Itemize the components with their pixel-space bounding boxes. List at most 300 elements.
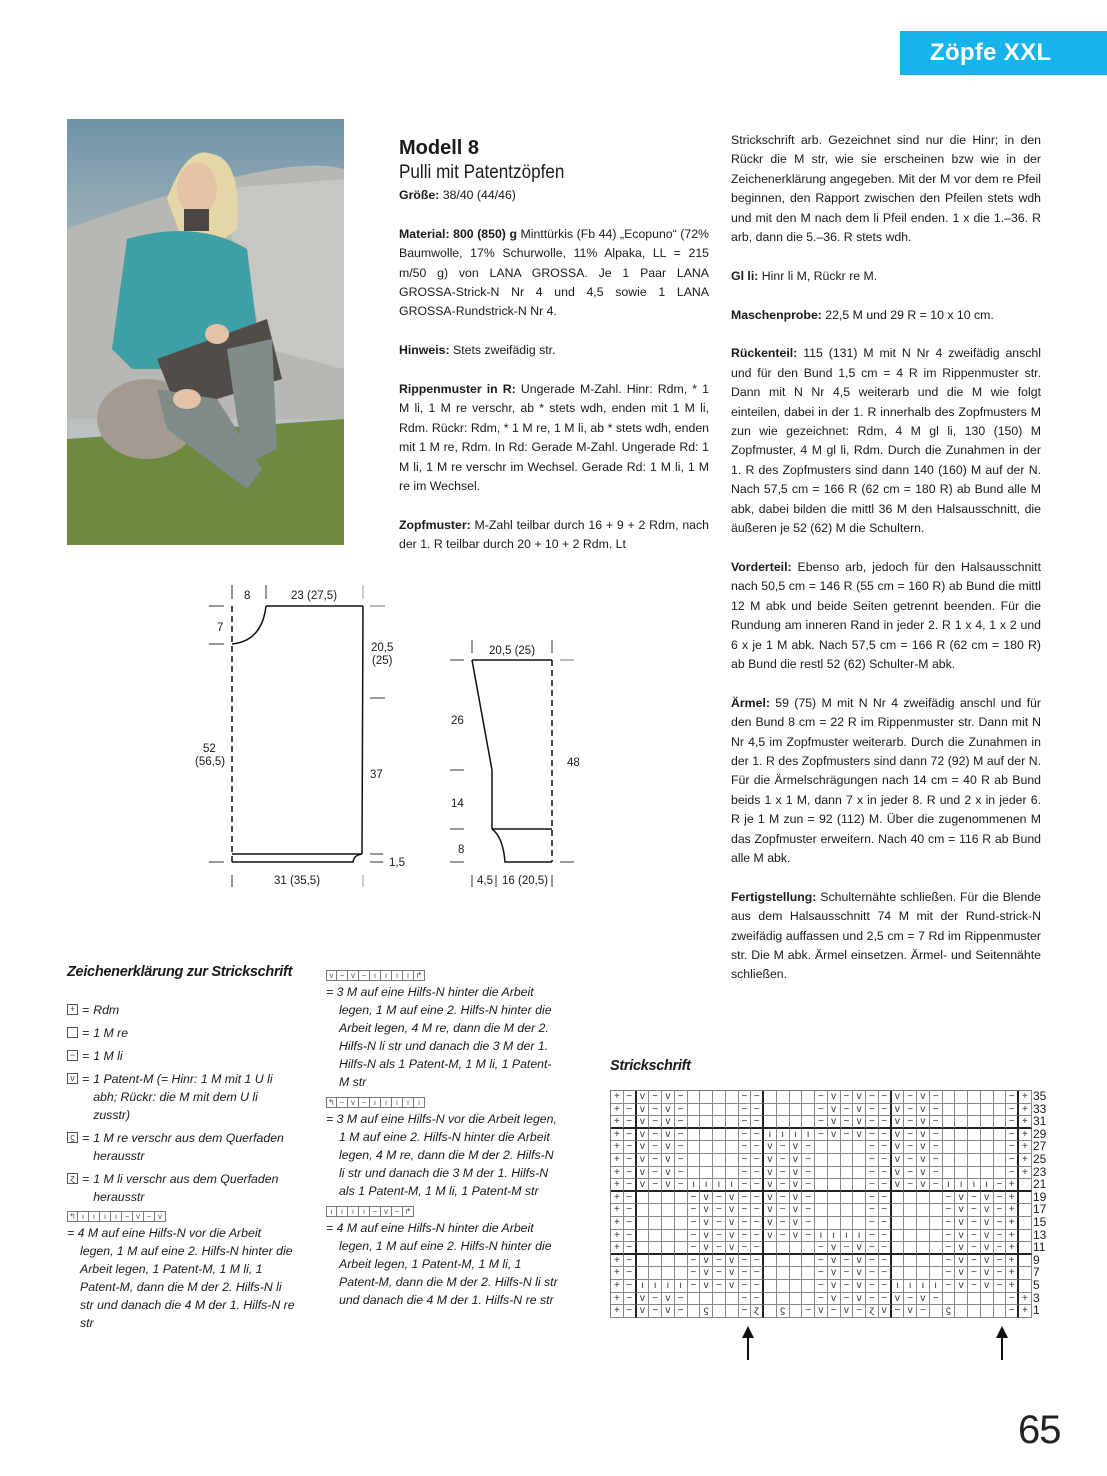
chart-cell bbox=[637, 1242, 650, 1255]
chart-cell: − bbox=[649, 1167, 662, 1180]
legend-symbols bbox=[67, 1001, 297, 1332]
chart-cell bbox=[688, 1129, 701, 1142]
chart-cell bbox=[994, 1141, 1007, 1154]
chart-cell: v bbox=[853, 1280, 866, 1293]
dim-shoulder-width: 23 (27,5) bbox=[291, 590, 338, 602]
size-label: Größe: bbox=[399, 188, 440, 202]
chart-cell bbox=[853, 1167, 866, 1180]
chart-cell bbox=[637, 1192, 650, 1205]
chart-cell: − bbox=[841, 1104, 854, 1117]
chart-cell: ı bbox=[790, 1129, 803, 1142]
chart-cell bbox=[981, 1154, 994, 1167]
chart-cell bbox=[713, 1305, 726, 1318]
chart-cell bbox=[841, 1179, 854, 1192]
page-number: 65 bbox=[1018, 1408, 1061, 1452]
chart-cell: − bbox=[943, 1280, 956, 1293]
chart-cell: − bbox=[1006, 1141, 1019, 1154]
row-label: 33 bbox=[1033, 1101, 1047, 1116]
chart-cell: − bbox=[994, 1255, 1007, 1268]
chart-cell: v bbox=[917, 1091, 930, 1104]
chart-cell bbox=[841, 1192, 854, 1205]
chart-cell bbox=[802, 1091, 815, 1104]
material-section bbox=[399, 225, 709, 322]
row-label: 7 bbox=[1033, 1265, 1040, 1280]
chart-cell bbox=[713, 1129, 726, 1142]
chart-cell: + bbox=[1019, 1305, 1032, 1318]
chart-cell: − bbox=[968, 1267, 981, 1280]
chart-cell bbox=[649, 1242, 662, 1255]
chart-cell bbox=[637, 1230, 650, 1243]
cable-symbol-4-icon: ı ı ı ı − v − ↱ bbox=[326, 1206, 561, 1217]
chart-cell: + bbox=[1006, 1179, 1019, 1192]
size-value: 38/40 (44/46) bbox=[439, 188, 516, 202]
chart-cell: ı bbox=[955, 1179, 968, 1192]
chart-cell bbox=[1019, 1280, 1032, 1293]
chart-cell: − bbox=[943, 1242, 956, 1255]
chart-cell bbox=[841, 1154, 854, 1167]
chart-cell bbox=[688, 1116, 701, 1129]
chart-cell: − bbox=[713, 1204, 726, 1217]
section-badge: Zöpfe XXL bbox=[900, 31, 1107, 75]
chart-cell: − bbox=[943, 1217, 956, 1230]
chart-cell: − bbox=[777, 1204, 790, 1217]
m1-purl-symbol-icon: ɀ bbox=[67, 1173, 78, 1184]
chart-cell: − bbox=[815, 1293, 828, 1306]
chart-cell: − bbox=[879, 1167, 892, 1180]
pattern-column-middle bbox=[399, 136, 709, 555]
chart-cell: − bbox=[751, 1167, 764, 1180]
chart-cell bbox=[994, 1293, 1007, 1306]
chart-cell: v bbox=[764, 1167, 777, 1180]
chart-cell bbox=[662, 1242, 675, 1255]
chart-cell: − bbox=[624, 1280, 637, 1293]
chart-cell: − bbox=[994, 1242, 1007, 1255]
chart-cell: − bbox=[1006, 1293, 1019, 1306]
chart-cell bbox=[1019, 1192, 1032, 1205]
chart-cell bbox=[675, 1192, 688, 1205]
chart-cell: − bbox=[802, 1154, 815, 1167]
chart-cell bbox=[943, 1116, 956, 1129]
chart-cell: − bbox=[815, 1242, 828, 1255]
chart-cell: v bbox=[637, 1091, 650, 1104]
chart-cell: v bbox=[917, 1179, 930, 1192]
chart-grid bbox=[610, 1090, 1032, 1318]
chart-cell bbox=[700, 1293, 713, 1306]
chart-cell bbox=[892, 1204, 905, 1217]
chart-cell: v bbox=[955, 1267, 968, 1280]
chart-cell: v bbox=[662, 1293, 675, 1306]
chart-cell: − bbox=[688, 1204, 701, 1217]
chart-cell bbox=[726, 1305, 739, 1318]
chart-cell bbox=[955, 1141, 968, 1154]
chart-cell: v bbox=[828, 1255, 841, 1268]
chart-cell: − bbox=[994, 1179, 1007, 1192]
chart-cell: − bbox=[879, 1280, 892, 1293]
chart-cell bbox=[930, 1267, 943, 1280]
chart-cell bbox=[790, 1104, 803, 1117]
chart-cell: − bbox=[624, 1192, 637, 1205]
chart-cell: − bbox=[739, 1129, 752, 1142]
chart-cell: − bbox=[713, 1280, 726, 1293]
back-section bbox=[731, 344, 1041, 538]
sleeve-section bbox=[731, 694, 1041, 869]
chart-cell bbox=[917, 1255, 930, 1268]
row-label: 5 bbox=[1033, 1277, 1040, 1292]
chart-cell: − bbox=[751, 1179, 764, 1192]
chart-cell: − bbox=[777, 1192, 790, 1205]
chart-cell: − bbox=[802, 1179, 815, 1192]
chart-cell: − bbox=[866, 1154, 879, 1167]
chart-cell: − bbox=[917, 1305, 930, 1318]
chart-cell: ı bbox=[777, 1129, 790, 1142]
cable-description-3: = 3 M auf eine Hilfs-N vor die Arbeit legen, 1 M auf eine 2. Hilfs-N hinter die Arbeit legen, 4 M re, dann die M der 2. Hilfs-N li str und danach die 3 M der 1. Hilfs-N als 1 Patent-M, 1 M li, 1 Patent-M str bbox=[326, 1112, 557, 1198]
purl-symbol-icon: − bbox=[67, 1050, 78, 1061]
chart-cell: − bbox=[904, 1293, 917, 1306]
chart-cell bbox=[764, 1104, 777, 1117]
dim-sleeve-total: 48 bbox=[567, 757, 580, 769]
chart-cell bbox=[649, 1217, 662, 1230]
front-section bbox=[731, 558, 1041, 674]
dim-neck-width: 8 bbox=[244, 590, 251, 602]
chart-cell: v bbox=[955, 1217, 968, 1230]
chart-cell: − bbox=[841, 1129, 854, 1142]
chart-cell: v bbox=[892, 1293, 905, 1306]
chart-cell bbox=[943, 1167, 956, 1180]
chart-cell bbox=[828, 1204, 841, 1217]
chart-cell: v bbox=[700, 1267, 713, 1280]
chart-cell bbox=[662, 1230, 675, 1243]
chart-cell bbox=[790, 1280, 803, 1293]
chart-cell: − bbox=[675, 1305, 688, 1318]
chart-cell: ı bbox=[828, 1230, 841, 1243]
chart-cell: v bbox=[637, 1167, 650, 1180]
chart-cell: v bbox=[790, 1217, 803, 1230]
chart-cell: + bbox=[1019, 1141, 1032, 1154]
chart-cell: ɀ bbox=[866, 1305, 879, 1318]
chart-cell: + bbox=[611, 1179, 624, 1192]
chart-cell bbox=[726, 1116, 739, 1129]
chart-cell: v bbox=[879, 1305, 892, 1318]
chart-cell: + bbox=[1019, 1116, 1032, 1129]
chart-cell bbox=[790, 1091, 803, 1104]
chart-cell bbox=[649, 1230, 662, 1243]
chart-cell: − bbox=[904, 1154, 917, 1167]
chart-cell bbox=[726, 1104, 739, 1117]
chart-cell bbox=[1019, 1204, 1032, 1217]
chart-cell: v bbox=[790, 1204, 803, 1217]
chart-cell: + bbox=[611, 1129, 624, 1142]
chart-cell: − bbox=[930, 1104, 943, 1117]
chart-cell: − bbox=[802, 1217, 815, 1230]
chart-cell: − bbox=[675, 1116, 688, 1129]
row-label: 35 bbox=[1033, 1089, 1047, 1103]
chart-cell: v bbox=[892, 1116, 905, 1129]
chart-cell bbox=[790, 1293, 803, 1306]
chart-cell: v bbox=[981, 1230, 994, 1243]
chart-cell: v bbox=[904, 1305, 917, 1318]
chart-cell bbox=[904, 1267, 917, 1280]
legend-cables bbox=[326, 968, 561, 1309]
chart-cell: ı bbox=[841, 1230, 854, 1243]
chart-cell: − bbox=[815, 1267, 828, 1280]
chart-cell: − bbox=[739, 1255, 752, 1268]
chart-cell bbox=[764, 1280, 777, 1293]
chart-cell: − bbox=[879, 1217, 892, 1230]
chart-cell: − bbox=[675, 1293, 688, 1306]
chart-cell bbox=[790, 1255, 803, 1268]
chart-cell: v bbox=[853, 1293, 866, 1306]
chart-cell: − bbox=[751, 1104, 764, 1117]
row-label: 31 bbox=[1033, 1114, 1047, 1129]
chart-cell: v bbox=[790, 1141, 803, 1154]
chart-cell bbox=[649, 1204, 662, 1217]
chart-cell: − bbox=[624, 1217, 637, 1230]
chart-cell: v bbox=[955, 1255, 968, 1268]
back-label: Rückenteil: bbox=[731, 346, 798, 361]
chart-cell: + bbox=[611, 1154, 624, 1167]
chart-cell: − bbox=[930, 1116, 943, 1129]
chart-cell: v bbox=[637, 1129, 650, 1142]
row-label: 23 bbox=[1033, 1164, 1047, 1179]
chart-cell: v bbox=[700, 1230, 713, 1243]
chart-cell: ı bbox=[675, 1280, 688, 1293]
chart-cell: − bbox=[802, 1230, 815, 1243]
stockinette-value: Hinr li M, Rückr re M. bbox=[758, 268, 878, 283]
finishing-section bbox=[731, 888, 1041, 985]
chart-cell bbox=[853, 1141, 866, 1154]
chart-cell: v bbox=[853, 1116, 866, 1129]
chart-cell: v bbox=[955, 1192, 968, 1205]
chart-cell bbox=[815, 1204, 828, 1217]
chart-cell bbox=[904, 1192, 917, 1205]
chart-cell: ı bbox=[662, 1280, 675, 1293]
chart-cell: − bbox=[688, 1230, 701, 1243]
chart-cell: v bbox=[726, 1192, 739, 1205]
chart-cell: − bbox=[713, 1242, 726, 1255]
chart-cell: − bbox=[688, 1242, 701, 1255]
chart-cell: − bbox=[994, 1280, 1007, 1293]
chart-cell: − bbox=[739, 1280, 752, 1293]
chart-cell: − bbox=[739, 1154, 752, 1167]
chart-cell: + bbox=[611, 1280, 624, 1293]
chart-cell: + bbox=[611, 1267, 624, 1280]
chart-cell: v bbox=[892, 1091, 905, 1104]
chart-cell: − bbox=[904, 1179, 917, 1192]
chart-cell bbox=[1019, 1267, 1032, 1280]
chart-cell bbox=[828, 1141, 841, 1154]
chart-cell bbox=[981, 1116, 994, 1129]
chart-cell: v bbox=[726, 1267, 739, 1280]
chart-cell: v bbox=[764, 1154, 777, 1167]
m1-knit-symbol-icon: ϛ bbox=[67, 1132, 78, 1143]
chart-cell bbox=[994, 1129, 1007, 1142]
chart-cell: v bbox=[637, 1293, 650, 1306]
rib-section bbox=[399, 380, 709, 496]
chart-cell: + bbox=[1019, 1129, 1032, 1142]
pattern-subtitle: Pulli mit Patentzöpfen bbox=[399, 162, 565, 183]
chart-cell bbox=[675, 1242, 688, 1255]
chart-cell: − bbox=[624, 1116, 637, 1129]
chart-cell: − bbox=[943, 1204, 956, 1217]
chart-cell: v bbox=[853, 1242, 866, 1255]
chart-cell bbox=[917, 1230, 930, 1243]
chart-cell: + bbox=[1006, 1242, 1019, 1255]
chart-cell bbox=[955, 1293, 968, 1306]
chart-cell: + bbox=[611, 1141, 624, 1154]
chart-cell: − bbox=[828, 1305, 841, 1318]
chart-cell bbox=[981, 1141, 994, 1154]
chart-cell: − bbox=[815, 1091, 828, 1104]
chart-cell bbox=[853, 1217, 866, 1230]
chart-cell: + bbox=[1006, 1217, 1019, 1230]
chart-cell: v bbox=[700, 1242, 713, 1255]
chart-cell: − bbox=[777, 1217, 790, 1230]
chart-cell: − bbox=[751, 1293, 764, 1306]
chart-cell: v bbox=[662, 1179, 675, 1192]
chart-cell: v bbox=[853, 1091, 866, 1104]
chart-cell bbox=[955, 1154, 968, 1167]
chart-cell: ı bbox=[892, 1280, 905, 1293]
chart-cell: + bbox=[611, 1204, 624, 1217]
chart-cell: + bbox=[611, 1230, 624, 1243]
chart-cell: − bbox=[751, 1280, 764, 1293]
chart-cell: ı bbox=[802, 1129, 815, 1142]
chart-cell bbox=[688, 1293, 701, 1306]
chart-cell bbox=[662, 1217, 675, 1230]
chart-cell bbox=[853, 1179, 866, 1192]
chart-cell: + bbox=[1006, 1204, 1019, 1217]
chart-cell bbox=[662, 1267, 675, 1280]
knitting-chart bbox=[610, 1089, 1047, 1318]
chart-cell: + bbox=[1019, 1154, 1032, 1167]
chart-cell bbox=[700, 1154, 713, 1167]
chart-cell bbox=[726, 1293, 739, 1306]
chart-cell bbox=[713, 1116, 726, 1129]
cable-section bbox=[399, 516, 709, 555]
chart-cell: v bbox=[662, 1167, 675, 1180]
chart-cell: − bbox=[892, 1305, 905, 1318]
chart-cell: v bbox=[764, 1230, 777, 1243]
chart-cell: − bbox=[879, 1267, 892, 1280]
chart-cell bbox=[790, 1116, 803, 1129]
chart-cell: v bbox=[764, 1141, 777, 1154]
chart-cell: − bbox=[815, 1255, 828, 1268]
cable-label: Zopfmuster: bbox=[399, 517, 471, 532]
dim-sleeve-cuff: 8 bbox=[458, 844, 465, 856]
chart-cell: − bbox=[866, 1293, 879, 1306]
chart-cell bbox=[726, 1167, 739, 1180]
chart-cell bbox=[662, 1204, 675, 1217]
chart-cell: v bbox=[892, 1154, 905, 1167]
finishing-label: Fertigstellung: bbox=[731, 889, 817, 904]
chart-cell: v bbox=[662, 1129, 675, 1142]
cable-symbol-1-icon: ↰ ı ı ı ı − v − v bbox=[67, 1211, 297, 1222]
chart-cell bbox=[904, 1204, 917, 1217]
chart-cell: − bbox=[688, 1217, 701, 1230]
chart-cell: v bbox=[726, 1230, 739, 1243]
chart-cell bbox=[1019, 1230, 1032, 1243]
chart-cell: − bbox=[879, 1179, 892, 1192]
chart-cell: v bbox=[828, 1267, 841, 1280]
chart-cell: − bbox=[751, 1192, 764, 1205]
model-photo bbox=[67, 119, 344, 545]
chart-cell: v bbox=[892, 1104, 905, 1117]
chart-cell: v bbox=[955, 1280, 968, 1293]
chart-cell: − bbox=[815, 1104, 828, 1117]
chart-cell bbox=[994, 1104, 1007, 1117]
chart-cell bbox=[700, 1141, 713, 1154]
chart-cell bbox=[841, 1167, 854, 1180]
chart-cell: + bbox=[1006, 1230, 1019, 1243]
rib-label: Rippenmuster in R: bbox=[399, 382, 516, 397]
chart-cell: − bbox=[624, 1242, 637, 1255]
note-value: Stets zweifädig str. bbox=[449, 343, 556, 358]
chart-cell: − bbox=[739, 1116, 752, 1129]
chart-cell: − bbox=[841, 1267, 854, 1280]
chart-cell: ı bbox=[713, 1179, 726, 1192]
chart-cell bbox=[930, 1242, 943, 1255]
chart-cell: − bbox=[879, 1129, 892, 1142]
row-label: 13 bbox=[1033, 1227, 1047, 1242]
dim-sleeve-offset: 4,5 bbox=[477, 875, 493, 887]
chart-cell: − bbox=[624, 1104, 637, 1117]
chart-cell: v bbox=[828, 1129, 841, 1142]
chart-cell: v bbox=[700, 1255, 713, 1268]
chart-cell: − bbox=[751, 1141, 764, 1154]
chart-cell bbox=[802, 1104, 815, 1117]
legend-item: v = 1 Patent-M (= Hinr: 1 M mit 1 U li abh; Rückr: die M mit dem U li zusstr) bbox=[67, 1070, 297, 1124]
size-section bbox=[399, 186, 709, 205]
chart-cell: − bbox=[624, 1255, 637, 1268]
gauge-value: 22,5 M und 29 R = 10 x 10 cm. bbox=[821, 307, 994, 322]
gauge-label: Maschenprobe: bbox=[731, 307, 822, 322]
chart-cell: − bbox=[649, 1154, 662, 1167]
chart-cell: − bbox=[739, 1141, 752, 1154]
chart-cell: − bbox=[739, 1091, 752, 1104]
chart-cell bbox=[777, 1267, 790, 1280]
note-label: Hinweis: bbox=[399, 343, 450, 358]
dim-neck-depth: 7 bbox=[217, 622, 224, 634]
chart-cell: ı bbox=[688, 1179, 701, 1192]
chart-cell bbox=[955, 1091, 968, 1104]
chart-cell bbox=[649, 1192, 662, 1205]
chart-cell: − bbox=[802, 1141, 815, 1154]
chart-cell: + bbox=[1019, 1104, 1032, 1117]
chart-cell bbox=[688, 1167, 701, 1180]
chart-cell: + bbox=[1006, 1280, 1019, 1293]
chart-cell: − bbox=[624, 1167, 637, 1180]
chart-cell: − bbox=[968, 1230, 981, 1243]
chart-cell bbox=[968, 1154, 981, 1167]
legend-title: Zeichenerklärung zur Strickschrift bbox=[67, 964, 293, 980]
chart-cell: v bbox=[981, 1204, 994, 1217]
chart-cell: v bbox=[917, 1141, 930, 1154]
chart-cell: v bbox=[917, 1167, 930, 1180]
chart-cell bbox=[943, 1104, 956, 1117]
chart-cell: v bbox=[637, 1116, 650, 1129]
chart-cell bbox=[790, 1267, 803, 1280]
legend-item: ϛ = 1 M re verschr aus dem Querfaden herausstr bbox=[67, 1129, 297, 1165]
chart-cell bbox=[853, 1154, 866, 1167]
chart-cell: ı bbox=[726, 1179, 739, 1192]
row-label: 1 bbox=[1033, 1303, 1040, 1318]
chart-cell bbox=[853, 1192, 866, 1205]
chart-cell: − bbox=[675, 1154, 688, 1167]
chart-cell: v bbox=[764, 1192, 777, 1205]
chart-cell bbox=[713, 1167, 726, 1180]
chart-cell bbox=[955, 1104, 968, 1117]
chart-cell: − bbox=[866, 1104, 879, 1117]
